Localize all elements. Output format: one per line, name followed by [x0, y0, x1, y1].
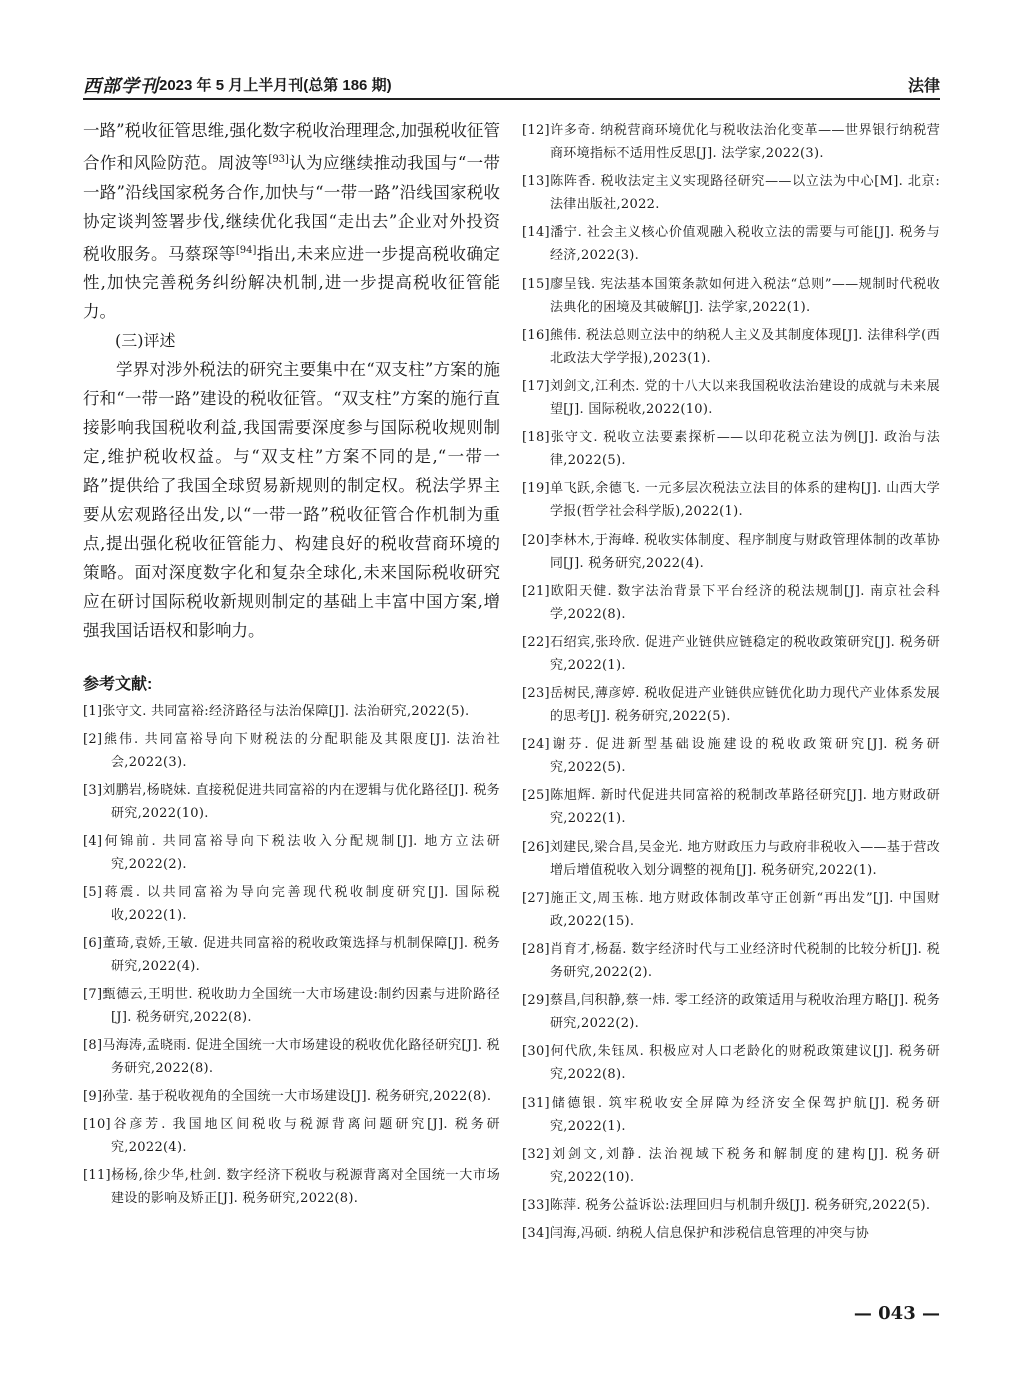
- reference-item: [18]张守文. 税收立法要素探析——以印花税立法为例[J]. 政治与法律,2022(5).: [522, 430, 940, 469]
- body-paragraph-2: 学界对涉外税法的研究主要集中在“双支柱”方案的施行和“一带一路”建设的税收征管。“双支柱”方案的施行直接影响我国税收利益,我国需要深度参与国际税收规则制定,维护税收权益。与“双支柱”方案不同的是,“一带一路”提供给了我国全球贸易新规则的制定权。税法学界主要从宏观路径出发,以“一带一路”税收征管合作机制为重点,提出强化税收征管能力、构建良好的税收营商环境的策略。面对深度数字化和复杂全球化,未来国际税收研究应在研讨国际税收新规则制定的基础上丰富中国方案,增强我国话语权和影响力。: [83, 360, 500, 640]
- references-list-right: [522, 119, 940, 1245]
- reference-item: [20]李林木,于海峰. 税收实体制度、程序制度与财政管理体制的改革协同[J]. 税务研究,2022(4).: [522, 532, 940, 571]
- reference-item: [15]廖呈钱. 宪法基本国策条款如何进入税法“总则”——规制时代税收法典化的困境及其破解[J]. 法学家,2022(1).: [522, 276, 940, 315]
- reference-item: [33]陈萍. 税务公益诉讼:法理回归与机制升级[J]. 税务研究,2022(5).: [522, 1197, 931, 1213]
- section-label: 法律: [907, 78, 940, 95]
- subsection-heading: (三)评述: [115, 331, 176, 350]
- right-column: [522, 119, 940, 1250]
- reference-item: [3]刘鹏岩,杨晓妹. 直接税促进共同富裕的内在逻辑与优化路径[J]. 税务研究,2022(10).: [83, 783, 500, 821]
- reference-item: [11]杨杨,徐少华,杜剑. 数字经济下税收与税源背离对全国统一大市场建设的影响及矫正[J]. 税务研究,2022(8).: [83, 1168, 500, 1206]
- reference-item: [27]施正文,周玉栋. 地方财政体制改革守正创新“再出发”[J]. 中国财政,2022(15).: [522, 890, 940, 929]
- page-header: [83, 70, 940, 100]
- references-title: 参考文献:: [83, 676, 153, 693]
- reference-item: [8]马海涛,孟晓雨. 促进全国统一大市场建设的税收优化路径研究[J]. 税务研究,2022(8).: [83, 1038, 500, 1076]
- body-paragraph-1: 一路”税收征管思维,强化数字税收治理理念,加强税收征管合作和风险防范。周波等[93]认为应继续推动我国与“一带一路”沿线国家税务合作,加快与“一带一路”沿线国家税收协定谈判签署步伐,继续优化我国“走出去”企业对外投资税收服务。马蔡琛等[94]指出,未来应进一步提高税收确定性,加快完善税务纠纷解决机制,进一步提高税收征管能力。: [83, 121, 501, 321]
- reference-item: [6]董琦,袁娇,王敏. 促进共同富裕的税收政策选择与机制保障[J]. 税务研究,2022(4).: [83, 936, 500, 974]
- page-number: — 043 —: [853, 1303, 940, 1324]
- left-column: [83, 116, 500, 1215]
- reference-item: [9]孙莹. 基于税收视角的全国统一大市场建设[J]. 税务研究,2022(8).: [83, 1089, 492, 1104]
- references-list-left: [83, 700, 500, 1210]
- reference-item: [14]潘宁. 社会主义核心价值观融入税收立法的需要与可能[J]. 税务与经济,2022(3).: [522, 225, 940, 264]
- reference-item: [25]陈旭辉. 新时代促进共同富裕的税制改革路径研究[J]. 地方财政研究,2022(1).: [522, 788, 940, 827]
- reference-item: [28]肖育才,杨磊. 数字经济时代与工业经济时代税制的比较分析[J]. 税务研究,2022(2).: [522, 942, 940, 980]
- reference-item: [19]单飞跃,余德飞. 一元多层次税法立法目的体系的建构[J]. 山西大学学报(哲学社会科学版),2022(1).: [522, 481, 940, 520]
- reference-item: [7]甄德云,王明世. 税收助力全国统一大市场建设:制约因素与进阶路径[J]. 税务研究,2022(8).: [83, 987, 500, 1025]
- reference-item: [1]张守文. 共同富裕:经济路径与法治保障[J]. 法治研究,2022(5).: [83, 704, 470, 719]
- reference-item: [30]何代欣,朱钰凤. 积极应对人口老龄化的财税政策建议[J]. 税务研究,2022(8).: [522, 1044, 940, 1083]
- reference-item: [32]刘剑文,刘静. 法治视域下税务和解制度的建构[J]. 税务研究,2022(10).: [522, 1146, 940, 1185]
- reference-item: [17]刘剑文,江利杰. 党的十八大以来我国税收法治建设的成就与未来展望[J]. 国际税收,2022(10).: [522, 378, 940, 417]
- reference-item: [10]谷彦芳. 我国地区间税收与税源背离问题研究[J]. 税务研究,2022(4).: [83, 1117, 500, 1155]
- reference-item: [4]何锦前. 共同富裕导向下税法收入分配规制[J]. 地方立法研究,2022(2).: [83, 834, 500, 872]
- reference-item: [21]欧阳天健. 数字法治背景下平台经济的税法规制[J]. 南京社会科学,2022(8).: [522, 583, 940, 622]
- reference-item: [26]刘建民,梁合昌,吴金光. 地方财政压力与政府非税收入——基于营改增后增值税收入划分调整的视角[J]. 税务研究,2022(1).: [522, 839, 941, 878]
- reference-item: [29]蔡昌,闫积静,蔡一炜. 零工经济的政策适用与税收治理方略[J]. 税务研究,2022(2).: [522, 993, 940, 1032]
- reference-item: [12]许多奇. 纳税营商环境优化与税收法治化变革——世界银行纳税营商环境指标不适用性反思[J]. 法学家,2022(3).: [522, 123, 940, 161]
- reference-item: [34]闫海,冯硕. 纳税人信息保护和涉税信息管理的冲突与协: [522, 1226, 870, 1242]
- reference-item: [24]谢芬. 促进新型基础设施建设的税收政策研究[J]. 税务研究,2022(5).: [522, 737, 940, 776]
- citation-94: [94]: [235, 244, 257, 256]
- reference-item: [2]熊伟. 共同富裕导向下财税法的分配职能及其限度[J]. 法治社会,2022(3).: [83, 732, 500, 770]
- reference-item: [13]陈阵香. 税收法定主义实现路径研究——以立法为中心[M]. 北京:法律出版社,2022.: [522, 174, 940, 213]
- reference-item: [16]熊伟. 税法总则立法中的纳税人主义及其制度体现[J]. 法律科学(西北政法大学学报),2023(1).: [522, 327, 940, 366]
- journal-logo: 西部学刊: [83, 76, 159, 97]
- citation-93: [93]: [268, 154, 289, 165]
- reference-item: [31]储德银. 筑牢税收安全屏障为经济安全保驾护航[J]. 税务研究,2022(1).: [522, 1095, 940, 1134]
- reference-item: [23]岳树民,薄彦婷. 税收促进产业链供应链优化助力现代产业体系发展的思考[J]. 税务研究,2022(5).: [522, 686, 940, 725]
- reference-item: [22]石绍宾,张玲欣. 促进产业链供应链稳定的税收政策研究[J]. 税务研究,2022(1).: [522, 634, 940, 673]
- issue-info: 2023 年 5 月上半月刊(总第 186 期): [159, 77, 392, 94]
- reference-item: [5]蒋震. 以共同富裕为导向完善现代税收制度研究[J]. 国际税收,2022(1).: [83, 885, 500, 923]
